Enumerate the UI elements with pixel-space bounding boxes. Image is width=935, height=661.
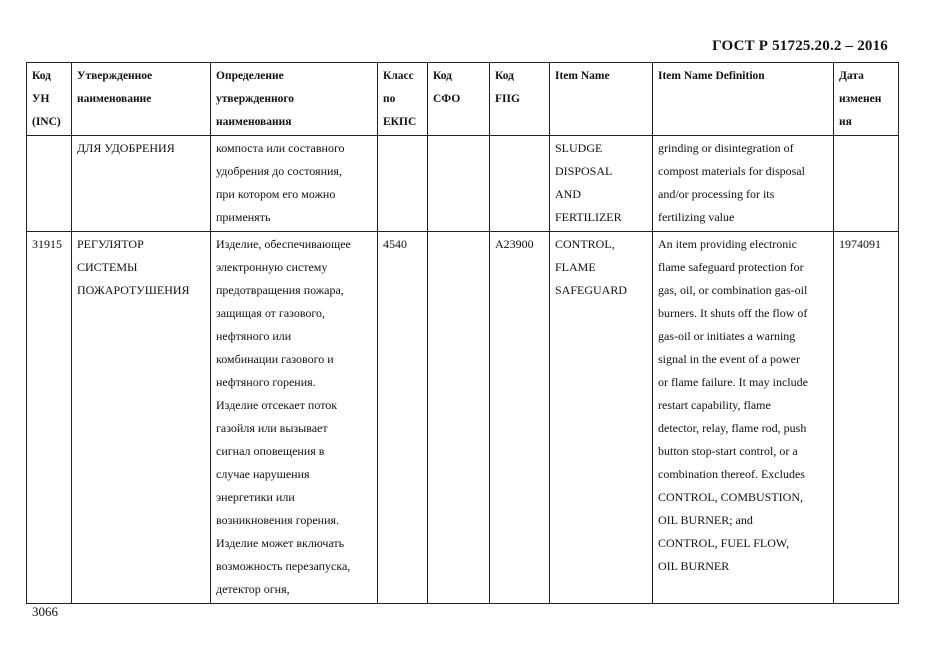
- header-item-definition: Item Name Definition: [653, 63, 834, 136]
- cell-fiig: A23900: [490, 232, 550, 604]
- cell-item-definition: An item providing electronic flame safeguard protection for gas, oil, or combination gas-oil burners. It shuts off the flow of gas-oil or initiates a warning signal in the event of a power or flame failure. It may include restart capability, flame detector, relay, flame rod, push button stop-start control, or a combination thereof. Excludes CONTROL, COMBUSTION, OIL BURNER; and CONTROL, FUEL FLOW, OIL BURNER: [653, 232, 834, 604]
- header-definition-ru: Определение утвержденного наименования: [211, 63, 378, 136]
- table-row: [27, 136, 899, 232]
- cell-fiig: [490, 136, 550, 232]
- table-row: [27, 232, 899, 604]
- header-date: Дата изменен ия: [834, 63, 899, 136]
- header-item-name: Item Name: [550, 63, 653, 136]
- cell-approved-name: РЕГУЛЯТОР СИСТЕМЫ ПОЖАРОТУШЕНИЯ: [72, 232, 211, 604]
- page-number: 3066: [32, 604, 58, 619]
- table-header-row: [27, 63, 899, 136]
- cell-date: [834, 136, 899, 232]
- cell-definition-ru: Изделие, обеспечивающее электронную систему предотвращения пожара, защищая от газового, нефтяного или комбинации газового и нефтяного горения. Изделие отсекает поток газойля или вызывает сигнал оповещения в случае нарушения энергетики или возникновения горения. Изделие может включать возможность перезапуска, детектор огня,: [211, 232, 378, 604]
- cell-date: 1974091: [834, 232, 899, 604]
- cell-approved-name: ДЛЯ УДОБРЕНИЯ: [72, 136, 211, 232]
- cell-class: [378, 136, 428, 232]
- header-class: Класс по ЕКПС: [378, 63, 428, 136]
- cell-inc: [27, 136, 72, 232]
- cell-item-definition: grinding or disintegration of compost materials for disposal and/or processing for its fertilizing value: [653, 136, 834, 232]
- header-sfo: Код СФО: [428, 63, 490, 136]
- cell-class: 4540: [378, 232, 428, 604]
- cell-inc: 31915: [27, 232, 72, 604]
- catalog-table: [26, 62, 899, 604]
- cell-item-name: SLUDGE DISPOSAL AND FERTILIZER: [550, 136, 653, 232]
- cell-definition-ru: компоста или составного удобрения до состояния, при котором его можно применять: [211, 136, 378, 232]
- cell-sfo: [428, 136, 490, 232]
- cell-item-name: CONTROL, FLAME SAFEGUARD: [550, 232, 653, 604]
- header-fiig: Код FIIG: [490, 63, 550, 136]
- cell-sfo: [428, 232, 490, 604]
- header-approved-name: Утвержденное наименование: [72, 63, 211, 136]
- header-inc: Код УН (INC): [27, 63, 72, 136]
- document-standard-title: ГОСТ Р 51725.20.2 – 2016: [712, 38, 888, 54]
